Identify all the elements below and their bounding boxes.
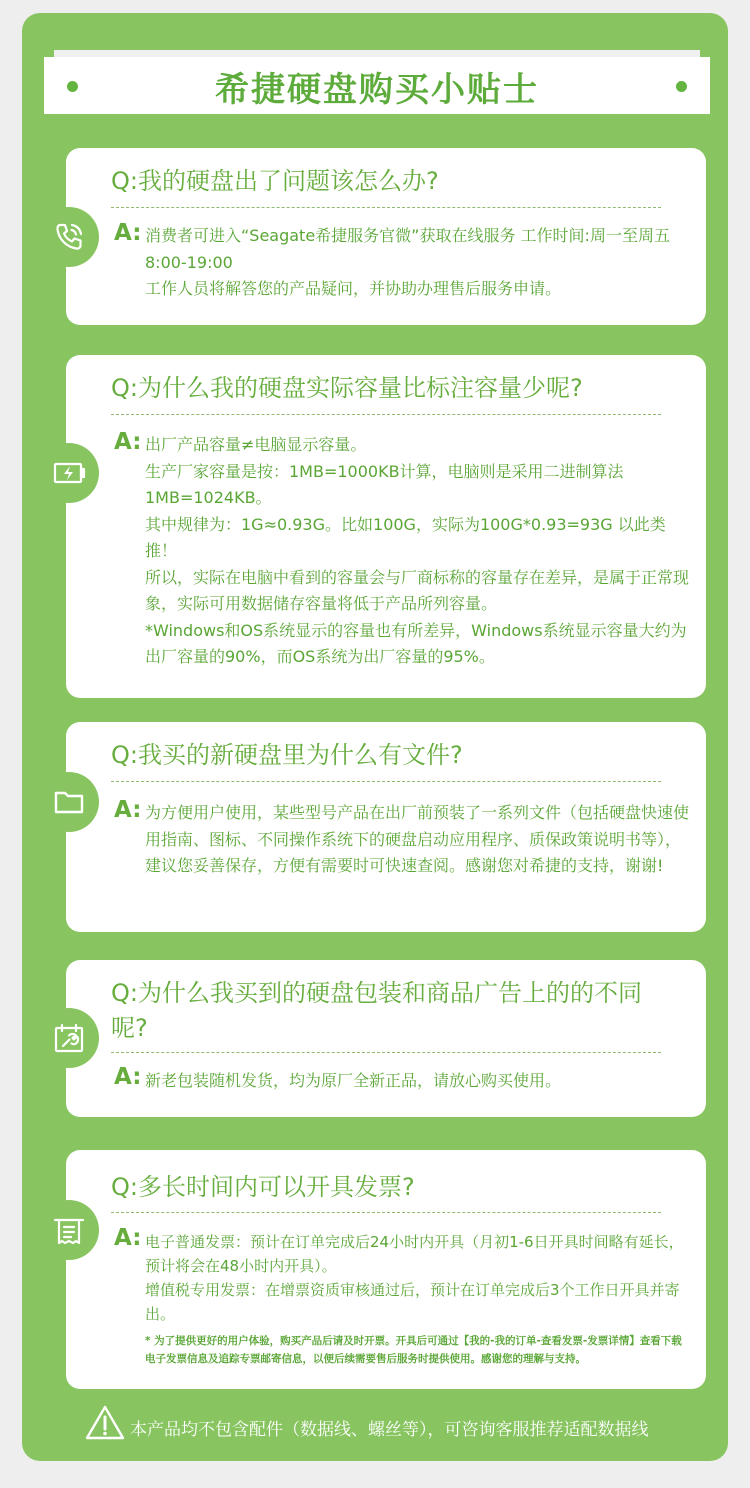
calendar-wrench-icon: [39, 1008, 99, 1068]
faq-answer-mark-2: A:: [114, 429, 142, 455]
receipt-icon: [39, 1200, 99, 1260]
faq-answer-1-line-2: 工作人员将解答您的产品疑问，并协助办理售后服务申请。: [145, 279, 562, 298]
faq-separator-1: [111, 207, 661, 208]
faq-answer-2-line-3: 其中规律为：1G≈0.93G。比如100G，实际为100G*0.93=93G 以此类推！: [145, 514, 666, 560]
faq-answer-1-line-1: 消费者可进入“Seagate希捷服务官微”获取在线服务 工作时间:周一至周五8:00-19:00: [145, 226, 670, 272]
faq-answer-5: [145, 1230, 690, 1368]
faq-answer-3-line-1: 为方便用户使用，某些型号产品在出厂前预装了一系列文件（包括硬盘快速使用指南、图标、不同操作系统下的硬盘启动应用程序、质保政策说明书等），建议您妥善保存，方便有需要时可快速查阅。感谢您对希捷的支持，谢谢!: [145, 803, 690, 875]
faq-card-5: [66, 1150, 706, 1389]
faq-answer-4: [145, 1068, 690, 1095]
faq-separator-5: [111, 1212, 661, 1213]
folder-icon: [39, 772, 99, 832]
faq-question-2: Q:为什么我的硬盘实际容量比标注容量少呢?: [111, 374, 583, 402]
faq-card-2: [66, 355, 706, 698]
phone-icon: [39, 207, 99, 267]
faq-answer-mark-1: A:: [114, 220, 142, 246]
faq-answer-2-line-1: 出厂产品容量≠电脑显示容量。: [145, 435, 367, 454]
faq-question-4: Q:为什么我买到的硬盘包装和商品广告上的的不同呢?: [111, 979, 642, 1042]
faq-answer-3: [145, 800, 690, 880]
footer-text: 本产品均不包含配件（数据线、螺丝等），可咨询客服推荐适配数据线: [130, 1420, 649, 1440]
faq-separator-3: [111, 781, 661, 782]
faq-separator-2: [111, 414, 661, 415]
faq-answer-5-note: * 为了提供更好的用户体验，购买产品后请及时开票。开具后可通过【我的-我的订单-查看发票-发票详情】查看下载电子发票信息及追踪专票邮寄信息，以便后续需要售后服务时提供使用。感谢您的理解与支持。: [145, 1335, 682, 1365]
faq-answer-mark-5: A:: [114, 1225, 142, 1251]
faq-card-4: [66, 960, 706, 1117]
title-banner-shadow: [54, 50, 700, 57]
title-banner: [44, 57, 710, 114]
title-dot-right: [676, 81, 687, 92]
faq-answer-mark-4: A:: [114, 1064, 142, 1090]
faq-answer-2-line-2: 生产厂家容量是按：1MB=1000KB计算，电脑则是采用二进制算法1MB=1024KB。: [145, 461, 624, 507]
faq-question-3: Q:我买的新硬盘里为什么有文件?: [111, 741, 463, 769]
faq-question-5: Q:多长时间内可以开具发票?: [111, 1173, 415, 1201]
footer-notice: [84, 1404, 704, 1444]
faq-answer-2-line-5: *Windows和OS系统显示的容量也有所差异，Windows系统显示容量大约为出厂容量的90%，而OS系统为出厂容量的95%。: [145, 620, 687, 666]
faq-answer-4-line-1: 新老包装随机发货，均为原厂全新正品，请放心购买使用。: [145, 1071, 562, 1090]
faq-answer-2: [145, 432, 690, 671]
faq-answer-2-line-4: 所以，实际在电脑中看到的容量会与厂商标称的容量存在差异，是属于正常现象，实际可用数据储存容量将低于产品所列容量。: [145, 567, 690, 613]
faq-answer-5-line-1: 电子普通发票：预计在订单完成后24小时内开具（月初1-6日开具时间略有延长，预计将会在48小时内开具）。: [145, 1233, 684, 1275]
page-title: 希捷硬盘购买小贴士: [215, 70, 539, 110]
faq-card-3: [66, 722, 706, 932]
faq-answer-5-line-2: 增值税专用发票：在增票资质审核通过后，预计在订单完成后3个工作日开具并寄出。: [145, 1281, 680, 1323]
faq-answer-mark-3: A:: [114, 797, 142, 823]
faq-card-1: [66, 148, 706, 325]
faq-question-1: Q:我的硬盘出了问题该怎么办?: [111, 167, 439, 195]
warning-icon: [84, 1404, 126, 1442]
faq-answer-1: [145, 223, 690, 303]
faq-separator-4: [111, 1052, 661, 1053]
battery-charging-icon: [39, 443, 99, 503]
